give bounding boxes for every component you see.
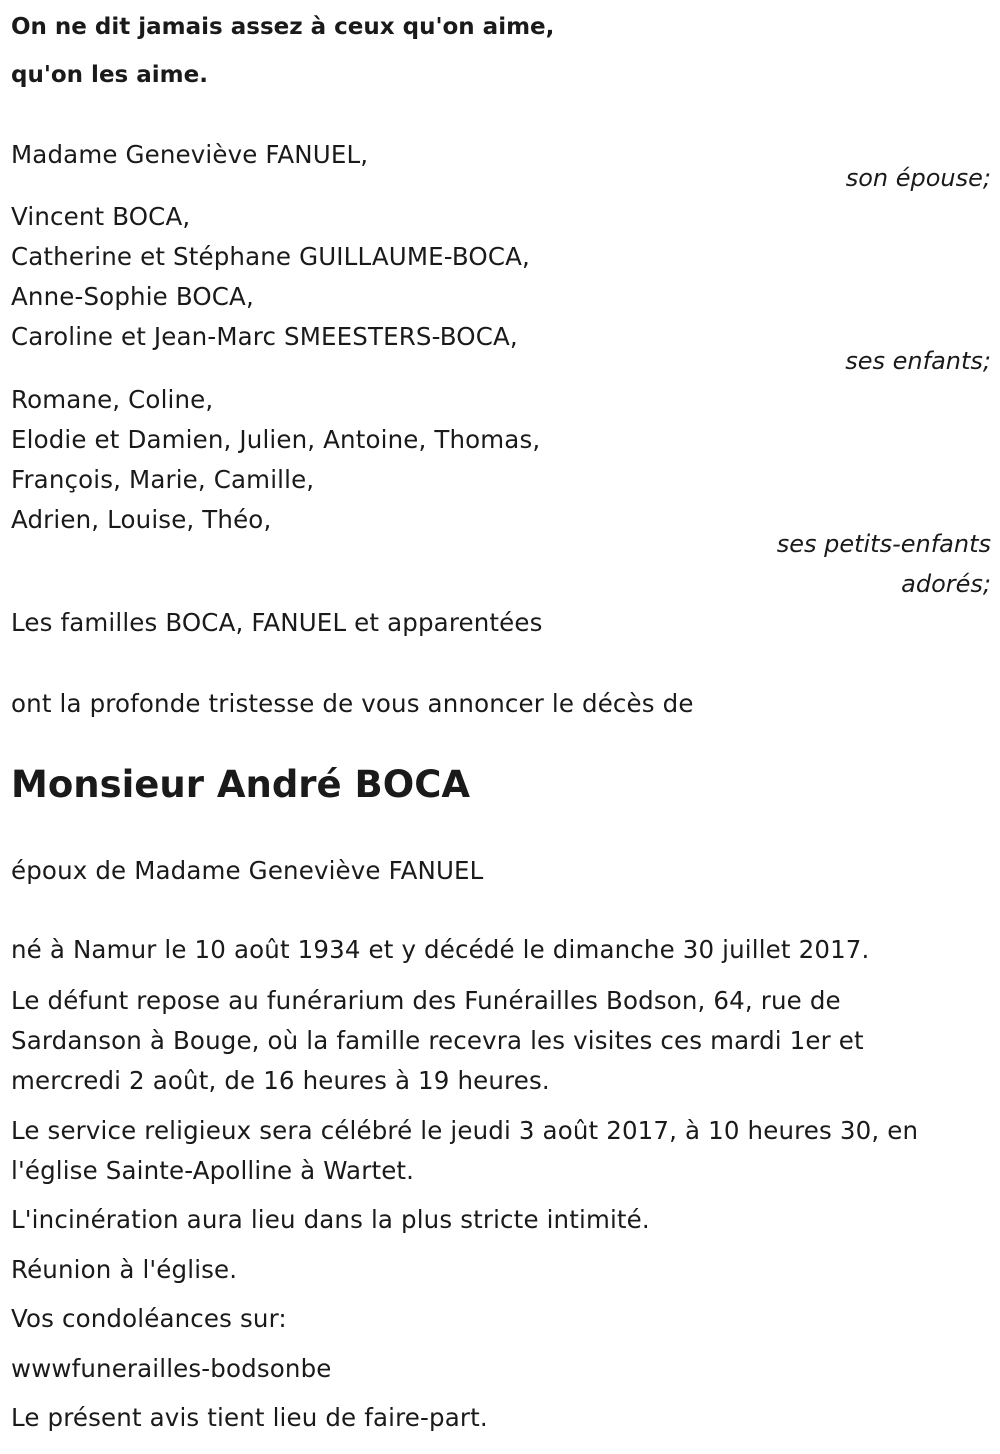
child-name: Caroline et Jean-Marc SMEESTERS-BOCA, bbox=[11, 322, 518, 351]
grandchild-names: Romane, Coline, bbox=[11, 385, 214, 414]
service-line: l'église Sainte-Apolline à Wartet. bbox=[11, 1156, 415, 1185]
spouse-name: Madame Geneviève FANUEL, bbox=[11, 140, 369, 169]
incineration-line: L'incinération aura lieu dans la plus stricte intimité. bbox=[11, 1205, 650, 1234]
grandchild-names: Adrien, Louise, Théo, bbox=[11, 505, 272, 534]
condolences-website: wwwfunerailles-bodsonbe bbox=[11, 1354, 332, 1383]
related-families: Les familles BOCA, FANUEL et apparentées bbox=[11, 608, 543, 637]
grandchild-names: François, Marie, Camille, bbox=[11, 465, 315, 494]
reunion-line: Réunion à l'église. bbox=[11, 1255, 238, 1284]
service-line: Le service religieux sera célébré le jeudi 3 août 2017, à 10 heures 30, en bbox=[11, 1116, 919, 1145]
children-relation: ses enfants; bbox=[845, 347, 991, 375]
faire-part-notice: Le présent avis tient lieu de faire-part. bbox=[11, 1403, 488, 1432]
announcement-text: ont la profonde tristesse de vous annoncer le décès de bbox=[11, 689, 694, 718]
spouse-relation: son épouse; bbox=[845, 164, 991, 192]
child-name: Anne-Sophie BOCA, bbox=[11, 282, 254, 311]
child-name: Vincent BOCA, bbox=[11, 202, 191, 231]
grandchild-names: Elodie et Damien, Julien, Antoine, Thomas, bbox=[11, 425, 541, 454]
repose-line: mercredi 2 août, de 16 heures à 19 heures. bbox=[11, 1066, 550, 1095]
grandchildren-relation: ses petits-enfants bbox=[776, 530, 991, 558]
epigraph-line-2: qu'on les aime. bbox=[11, 62, 208, 88]
repose-line: Le défunt repose au funérarium des Funérailles Bodson, 64, rue de bbox=[11, 986, 841, 1015]
epigraph-line-1: On ne dit jamais assez à ceux qu'on aime, bbox=[11, 14, 555, 40]
deceased-spouse-of: époux de Madame Geneviève FANUEL bbox=[11, 856, 484, 885]
grandchildren-relation-cont: adorés; bbox=[901, 570, 991, 598]
child-name: Catherine et Stéphane GUILLAUME-BOCA, bbox=[11, 242, 530, 271]
birth-death-line: né à Namur le 10 août 1934 et y décédé le dimanche 30 juillet 2017. bbox=[11, 935, 870, 964]
condolences-label: Vos condoléances sur: bbox=[11, 1304, 287, 1333]
deceased-name: Monsieur André BOCA bbox=[11, 763, 470, 806]
repose-line: Sardanson à Bouge, où la famille recevra les visites ces mardi 1er et bbox=[11, 1026, 864, 1055]
